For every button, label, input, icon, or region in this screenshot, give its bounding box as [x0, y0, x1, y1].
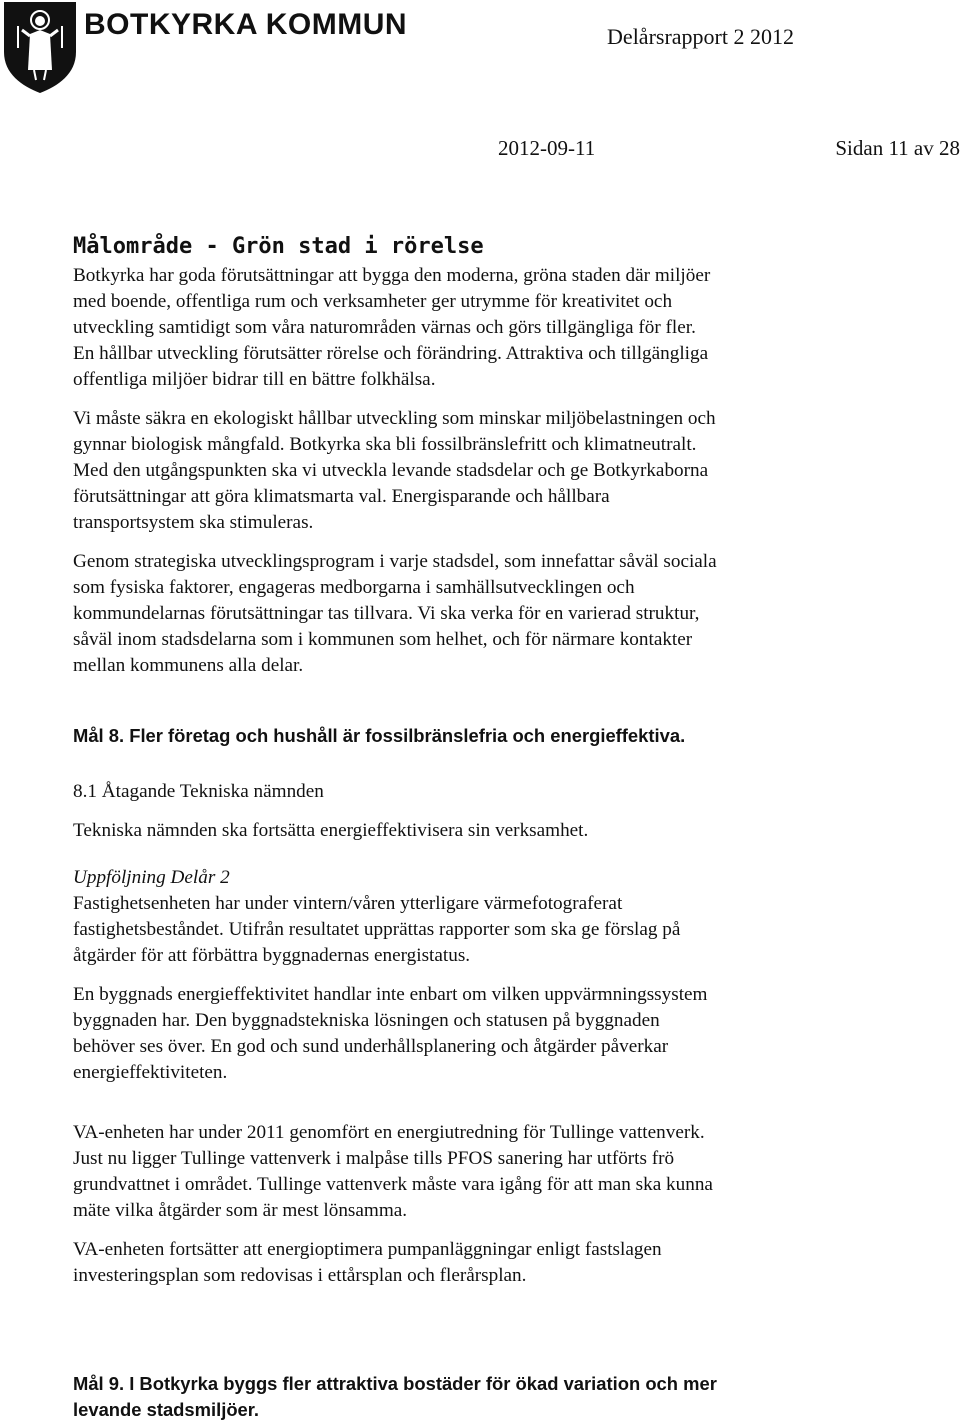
page-header: [0, 0, 960, 96]
goal-heading: Mål 8. Fler företag och hushåll är fossilbränslefria och energieffektiva.: [73, 725, 686, 746]
paragraph: Fastighetsenheten har under vintern/våren ytterligare värmefotograferat fastighetsbeståndet. Utifrån resultatet upprättas rapporter som ska ge förslag på åtgärder för att förbättra byggnadernas energistatus.: [73, 893, 681, 966]
report-title: Delårsrapport 2 2012: [607, 24, 794, 49]
section-title: Målområde - Grön stad i rörelse: [73, 234, 484, 259]
commitment-text: Tekniska nämnden ska fortsätta energieffektivisera sin verksamhet.: [73, 820, 589, 841]
paragraph: Vi måste säkra en ekologiskt hållbar utveckling som minskar miljöbelastningen och gynnar biologisk mångfald. Botkyrka ska bli fossilbränslefritt och klimatneutralt. Med den utgångspunkten ska vi utveckla levande stadsdelar och ge Botkyrkaborna förutsättningar att göra klimatsmarta val. Energisparande och hållbara transportsystem ska stimuleras.: [73, 408, 716, 533]
paragraph: VA-enheten har under 2011 genomfört en energiutredning för Tullinge vattenverk. Just nu ligger Tullinge vattenverk i malpåse tills PFOS sanering har utförts frö grundvattnet i området. Tullinge vattenverk måste vara igång för att man ska kunna mäte vilka åtgärder som är mest lönsamma.: [73, 1122, 713, 1221]
org-name: BOTKYRKA KOMMUN: [84, 8, 408, 41]
commitment-heading: 8.1 Åtagande Tekniska nämnden: [73, 781, 324, 802]
main-content: [73, 232, 873, 1423]
page-number: Sidan 11 av 28: [835, 136, 960, 160]
paragraph: En byggnads energieffektivitet handlar inte enbart om vilken uppvärmningssystem byggnaden har. Den byggnadstekniska lösningen och statusen på byggnaden behöver ses över. En god och sund underhållsplanering och åtgärder påverkar energieffektiviteten.: [73, 984, 708, 1083]
paragraph: Genom strategiska utvecklingsprogram i varje stadsdel, som innefattar såväl sociala som fysiska faktorer, engageras medborgarna i samhällsutvecklingen och kommundelarnas förutsättningar tas tillvara. Vi ska verka för en varierad struktur, såväl inom stadsdelarna som i kommunen som helhet, och för närmare kontakter mellan kommunens alla delar.: [73, 551, 717, 676]
followup-heading: Uppföljning Delår 2: [73, 867, 230, 888]
paragraph: Botkyrka har goda förutsättningar att bygga den moderna, gröna staden där miljöer med boende, offentliga rum och verksamheter ger utrymme för kreativitet och utveckling samtidigt som våra naturområden värnas och görs tillgängliga för fler. En hållbar utveckling förutsätter rörelse och förändring. Attraktiva och tillgängliga offentliga miljöer bidrar till en bättre folkhälsa.: [73, 265, 711, 390]
paragraph: VA-enheten fortsätter att energioptimera pumpanläggningar enligt fastslagen investeringsplan som redovisas i ettårsplan och flerårsplan.: [73, 1239, 662, 1286]
coat-of-arms-logo: [0, 0, 80, 94]
report-date: 2012-09-11: [498, 136, 596, 160]
goal-heading: Mål 9. I Botkyrka byggs fler attraktiva bostäder för ökad variation och mer levande stadsmiljöer.: [73, 1373, 717, 1420]
